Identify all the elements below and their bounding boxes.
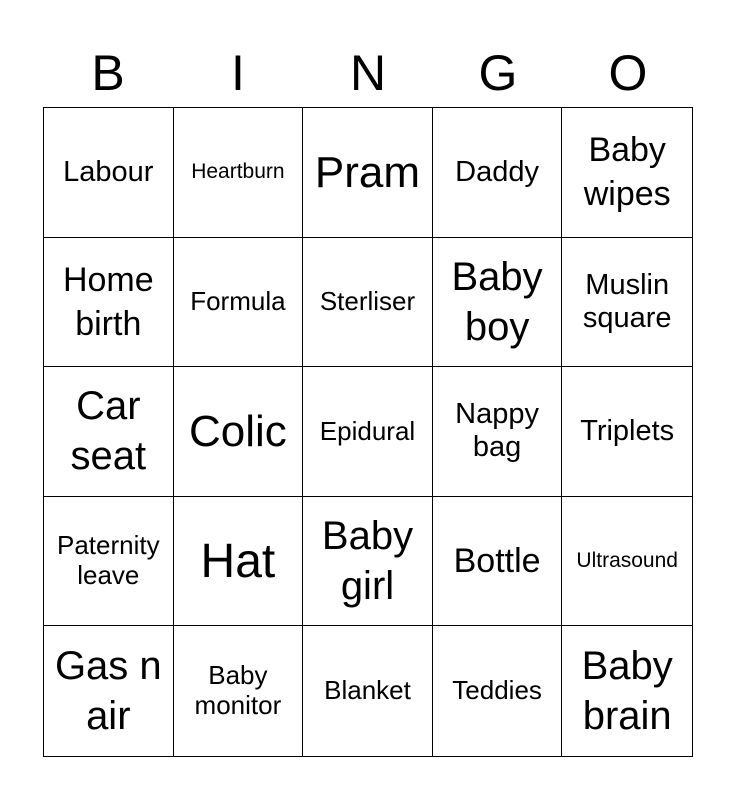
cell-label: Gas n air [54, 644, 162, 739]
cell-label: Car seat [70, 384, 147, 479]
header-letter-i: I [231, 45, 245, 101]
cell-label: Pram [314, 147, 421, 197]
bingo-cell-muslin-square[interactable] [562, 238, 692, 368]
bingo-cell-baby-wipes[interactable] [562, 108, 692, 238]
cell-label: Baby monitor [194, 660, 282, 721]
header-letter-b: B [91, 45, 125, 101]
cell-label: Labour [63, 155, 154, 188]
cell-label: Home birth [62, 260, 154, 343]
bingo-cell-bottle[interactable] [433, 497, 563, 627]
bingo-cell-teddies[interactable] [433, 626, 563, 756]
bingo-header [43, 38, 693, 108]
bingo-cell-pram[interactable] [303, 108, 433, 238]
bingo-cell-car-seat[interactable] [44, 367, 174, 497]
bingo-cell-colic[interactable] [174, 367, 304, 497]
bingo-cell-nappy-bag[interactable] [433, 367, 563, 497]
cell-label: Blanket [324, 675, 411, 706]
bingo-cell-ultrasound[interactable] [562, 497, 692, 627]
bingo-cell-gas-n-air[interactable] [44, 626, 174, 756]
cell-label: Baby wipes [583, 131, 671, 214]
bingo-cell-home-birth[interactable] [44, 238, 174, 368]
bingo-cell-blanket[interactable] [303, 626, 433, 756]
cell-label: Teddies [452, 675, 542, 706]
bingo-cell-baby-brain[interactable] [562, 626, 692, 756]
bingo-cell-paternity-leave[interactable] [44, 497, 174, 627]
bingo-cell-daddy[interactable] [433, 108, 563, 238]
cell-label: Formula [190, 285, 286, 316]
bingo-board [43, 107, 693, 757]
cell-label: Epidural [319, 415, 416, 446]
cell-label: Triplets [580, 414, 675, 447]
cell-label: Ultrasound [576, 549, 678, 573]
bingo-cell-hat[interactable] [174, 497, 304, 627]
cell-label: Baby boy [451, 254, 543, 349]
header-letter-o: O [608, 45, 648, 101]
cell-label: Nappy bag [455, 398, 539, 464]
header-letter-g: G [478, 45, 518, 101]
cell-label: Heartburn [191, 160, 285, 184]
cell-label: Bottle [453, 542, 541, 580]
cell-label: Sterliser [319, 285, 416, 316]
cell-label: Hat [200, 534, 276, 588]
bingo-cell-sterliser[interactable] [303, 238, 433, 368]
bingo-cell-epidural[interactable] [303, 367, 433, 497]
bingo-cell-baby-monitor[interactable] [174, 626, 304, 756]
bingo-cell-labour[interactable] [44, 108, 174, 238]
cell-label: Baby brain [581, 644, 673, 739]
bingo-cell-formula[interactable] [174, 238, 304, 368]
bingo-cell-triplets[interactable] [562, 367, 692, 497]
cell-label: Colic [188, 406, 287, 456]
cell-label: Paternity leave [56, 530, 160, 591]
bingo-cell-heartburn[interactable] [174, 108, 304, 238]
bingo-cell-baby-girl[interactable] [303, 497, 433, 627]
cell-label: Daddy [455, 155, 539, 188]
cell-label: Muslin square [582, 268, 672, 334]
cell-label: Baby girl [321, 514, 414, 609]
bingo-cell-baby-boy[interactable] [433, 238, 563, 368]
header-letter-n: N [349, 45, 387, 101]
